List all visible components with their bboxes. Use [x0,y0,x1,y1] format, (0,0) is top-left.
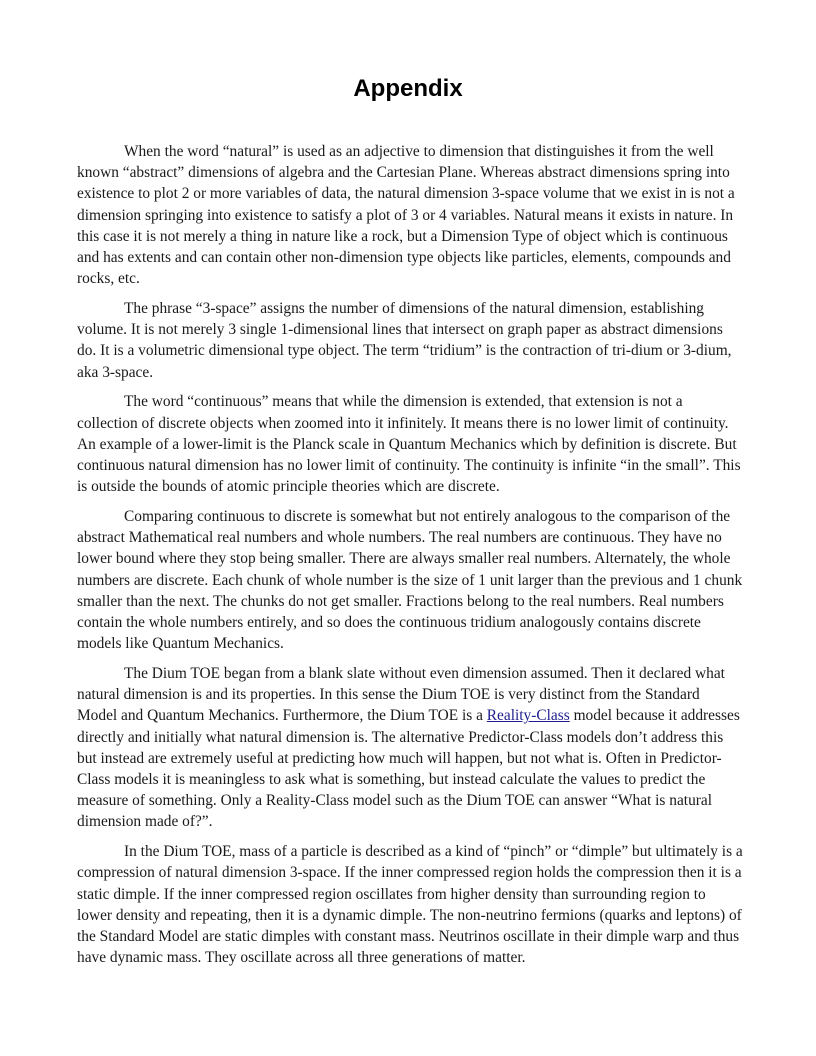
reality-class-link[interactable]: Reality-Class [486,707,570,725]
paragraph-3-space: The phrase “3-space” assigns the number of dimensions of the natural dimension, establishing volume. It is not merely 3 single 1-dimensional lines that intersect on graph paper as abstract dimensions do. It is a volumetric dimensional type object. The term “tridium” is the contraction of tri-dium or 3-dium, aka 3-space. [77,300,732,381]
paragraph-dium-toe [77,663,743,833]
page-title: Appendix [353,75,463,102]
paragraph-comparing: Comparing continuous to discrete is somewhat but not entirely analogous to the comparison of the abstract Mathematical real numbers and whole numbers. The real numbers are continuous. They have no lower bound where they stop being smaller. There are always smaller real numbers. Alternately, the whole numbers are discrete. Each chunk of whole number is the size of 1 unit larger than the previous and 1 chunk smaller than the next. The chunks do not get smaller. Fractions belong to the real numbers. Real numbers contain the whole numbers entirely, and so does the continuous tridium analogously contains discrete models like Quantum Mechanics. [77,508,743,653]
paragraph-dium-toe-text-after: model because it addresses directly and initially what natural dimension is. The alternative Predictor-Class models don’t address this but instead are extremely useful at predicting how much will happen, but not what is. Often in Predictor-Class models it is meaningless to ask what is something, but instead calculate the values to predict the measure of something. Only a Reality-Class model such as the Dium TOE can answer “What is natural dimension made of?”. [77,707,740,831]
paragraph-dium-toe-text-before: The Dium TOE began from a blank slate without even dimension assumed. Then it declared what natural dimension is and its properties. In this sense the Dium TOE is very distinct from the Standard Model and Quantum Mechanics. Furthermore, the Dium TOE is a [77,665,725,725]
paragraph-natural: When the word “natural” is used as an adjective to dimension that distinguishes it from the well known “abstract” dimensions of algebra and the Cartesian Plane. Whereas abstract dimensions spring into existence to plot 2 or more variables of data, the natural dimension 3-space volume that we exist in is not a dimension springing into existence to satisfy a plot of 3 or 4 variables. Natural means it exists in nature. In this case it is not merely a thing in nature like a rock, but a Dimension Type of object which is continuous and has extents and can contain other non-dimension type objects like particles, elements, compounds and rocks, etc. [77,143,735,288]
document-body [77,141,743,977]
paragraph-mass-dimple: In the Dium TOE, mass of a particle is described as a kind of “pinch” or “dimple” but ultimately is a compression of natural dimension 3-space. If the inner compressed region holds the compression then it is a static dimple. If the inner compressed region oscillates from higher density than surrounding region to lower density and repeating, then it is a dynamic dimple. The non-neutrino fermions (quarks and leptons) of the Standard Model are static dimples with constant mass. Neutrinos oscillate in their dimple warp and thus have dynamic mass. They oscillate across all three generations of matter. [77,843,743,967]
paragraph-continuous: The word “continuous” means that while the dimension is extended, that extension is not a collection of discrete objects when zoomed into it infinitely. It means there is no lower limit of continuity. An example of a lower-limit is the Planck scale in Quantum Mechanics which by definition is discrete. But continuous natural dimension has no lower limit of continuity. The continuity is infinite “in the small”. This is outside the bounds of atomic principle theories which are discrete. [77,393,741,496]
